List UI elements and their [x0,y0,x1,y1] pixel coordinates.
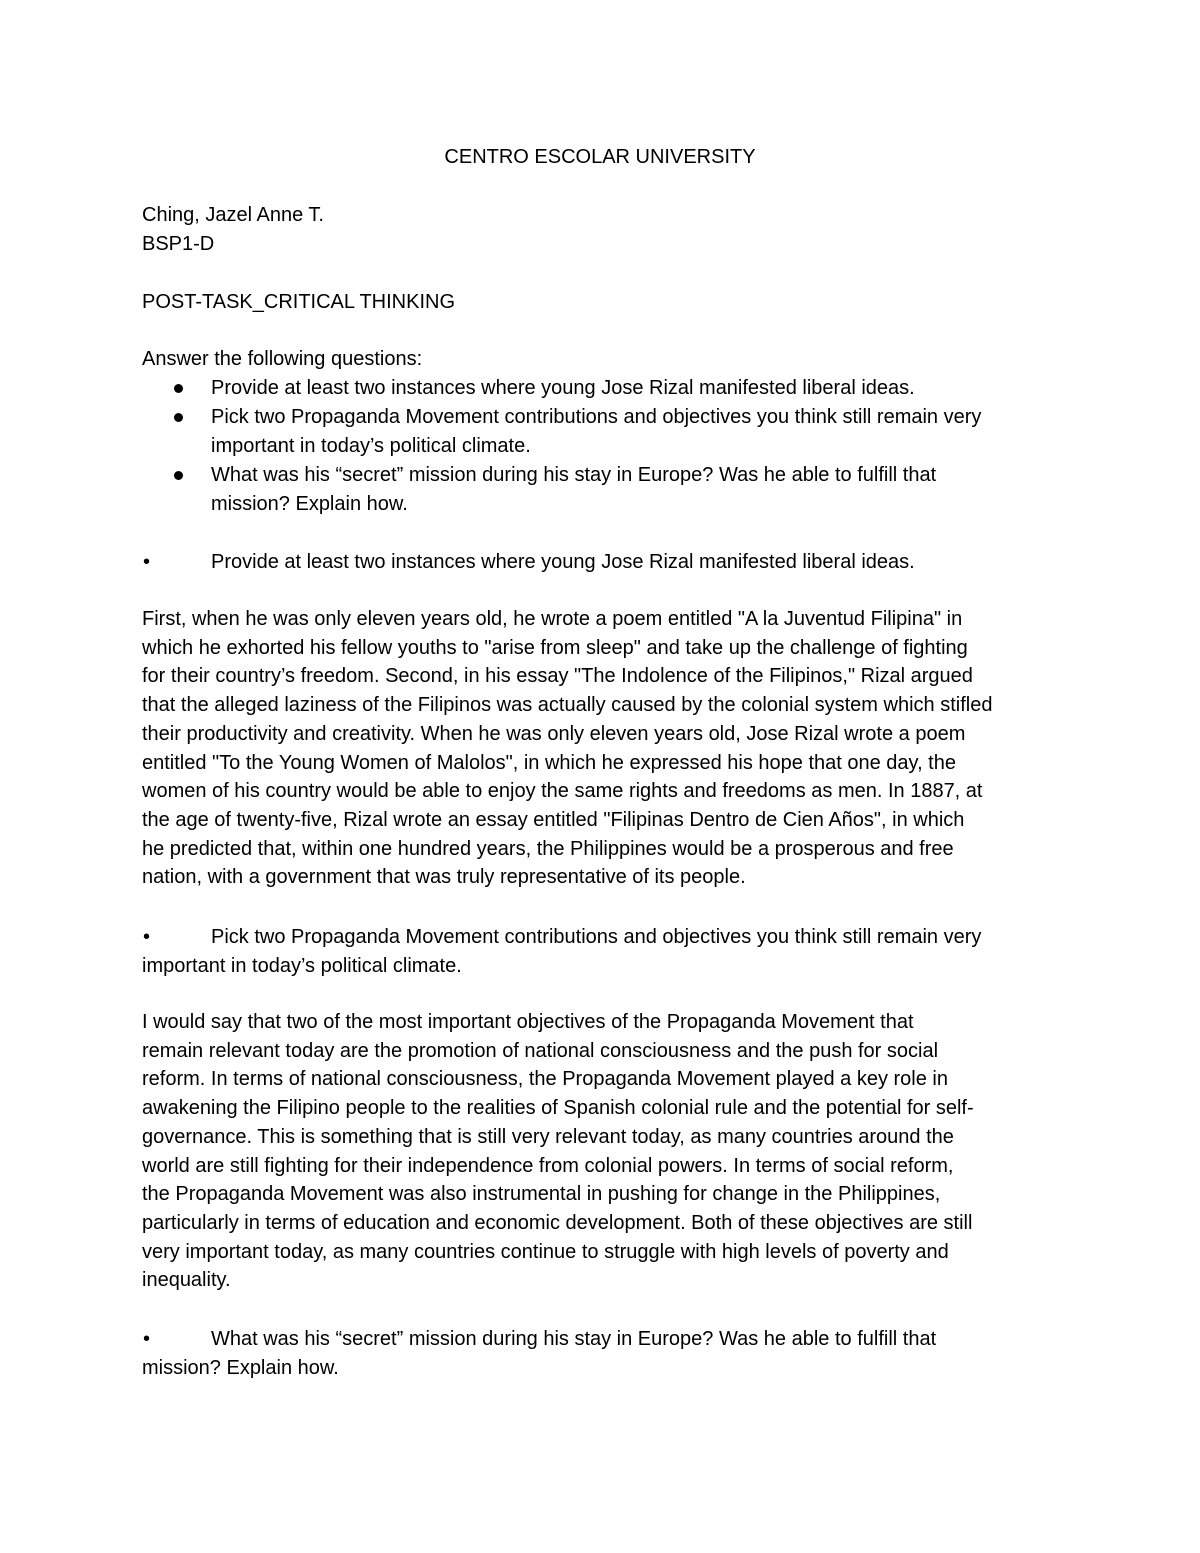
answer-line: the age of twenty-five, Rizal wrote an essay entitled "Filipinas Dentro de Cien Años", in which [142,808,965,831]
university-title: CENTRO ESCOLAR UNIVERSITY [444,146,756,168]
questions-intro: Answer the following questions: [142,348,423,370]
section-1-answer [142,605,1072,892]
answer-line: world are still fighting for their independence from colonial powers. In terms of social reform, [142,1154,954,1177]
answer-line: nation, with a government that was truly representative of its people. [142,866,746,889]
question-item-3-line-1: What was his “secret” mission during his stay in Europe? Was he able to fulfill that [211,464,937,486]
bullet-icon [174,384,183,393]
section-2-bullet: • [143,926,151,948]
section-3-question-line-2: mission? Explain how. [142,1357,339,1379]
question-item-3-line-2: mission? Explain how. [211,493,408,515]
bullet-icon [174,413,183,422]
answer-line: their productivity and creativity. When he was only eleven years old, Jose Rizal wrote a poem [142,722,966,745]
section-2-question-line-2: important in today’s political climate. [142,955,462,977]
section-3-bullet: • [143,1328,151,1350]
answer-line: I would say that two of the most important objectives of the Propaganda Movement that [142,1011,914,1033]
section-2-question-line-1: Pick two Propaganda Movement contributions and objectives you think still remain very [211,926,982,948]
section-2-answer [142,1008,1072,1295]
section-1-bullet: • [143,551,151,573]
answer-line: awakening the Filipino people to the realities of Spanish colonial rule and the potential for self- [142,1097,974,1120]
answer-line: First, when he was only eleven years old, he wrote a poem entitled "A la Juventud Filipina" in [142,608,963,630]
answer-line: the Propaganda Movement was also instrumental in pushing for change in the Philippines, [142,1183,941,1206]
answer-line: particularly in terms of education and economic development. Both of these objectives are still [142,1211,973,1234]
answer-line: reform. In terms of national consciousness, the Propaganda Movement played a key role in [142,1068,948,1091]
answer-line: which he exhorted his fellow youths to "arise from sleep" and take up the challenge of fighting [142,636,968,659]
student-section: BSP1-D [142,233,215,255]
question-item-1-line-1: Provide at least two instances where young Jose Rizal manifested liberal ideas. [211,377,915,399]
question-item-2-line-1: Pick two Propaganda Movement contributions and objectives you think still remain very [211,406,982,428]
question-item-2-line-2: important in today’s political climate. [211,435,531,457]
answer-line: remain relevant today are the promotion of national consciousness and the push for social [142,1039,939,1062]
section-1-question-line-1: Provide at least two instances where young Jose Rizal manifested liberal ideas. [211,551,915,573]
answer-line: governance. This is something that is still very relevant today, as many countries around the [142,1125,954,1148]
answer-line: he predicted that, within one hundred years, the Philippines would be a prosperous and free [142,837,954,860]
answer-line: entitled "To the Young Women of Malolos", in which he expressed his hope that one day, the [142,751,956,774]
answer-line: women of his country would be able to enjoy the same rights and freedoms as men. In 1887, at [142,780,983,803]
answer-line: that the alleged laziness of the Filipinos was actually caused by the colonial system which stifled [142,694,993,717]
bullet-icon [174,471,183,480]
answer-line: for their country’s freedom. Second, in his essay "The Indolence of the Filipinos," Rizal argued [142,665,973,688]
answer-line: very important today, as many countries continue to struggle with high levels of poverty and [142,1240,949,1263]
student-name: Ching, Jazel Anne T. [142,204,324,226]
answer-line: inequality. [142,1269,231,1292]
section-3-question-line-1: What was his “secret” mission during his stay in Europe? Was he able to fulfill that [211,1328,937,1350]
task-title: POST-TASK_CRITICAL THINKING [142,291,456,313]
